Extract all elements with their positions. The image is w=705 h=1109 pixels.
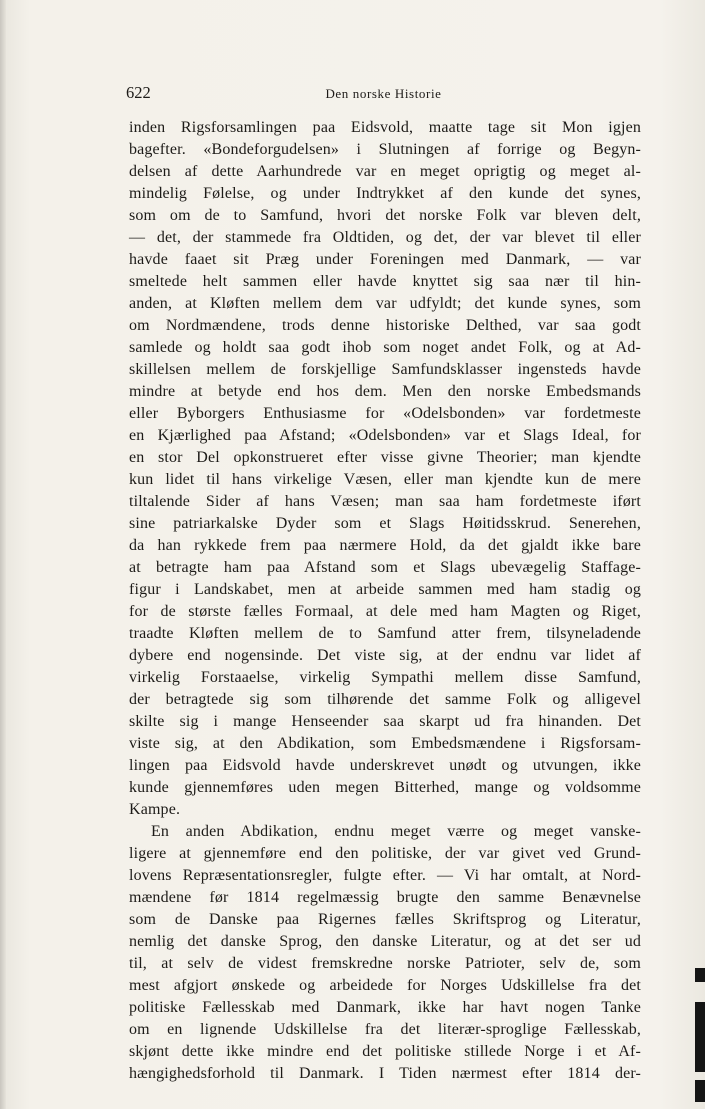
paragraph-last-line: Kampe. — [129, 801, 181, 818]
text-line: mindelig Følelse, og under Indtrykket af den kunde det synes, — [129, 185, 641, 202]
text-line: politiske Fællesskab med Danmark, ikke har havt nogen Tanke — [129, 999, 641, 1016]
text-line: sine patriarkalske Dyder som et Slags Høitidsskrud. Senerehen, — [129, 515, 641, 532]
text-line: som om de to Samfund, hvori det norske Folk var bleven delt, — [129, 207, 641, 224]
text-line: smeltede helt sammen eller havde knyttet sig saa nær til hin- — [129, 273, 641, 290]
text-line: skjønt dette ikke mindre end det politiske stillede Norge i et Af- — [129, 1043, 641, 1060]
text-line: ligere at gjennemføre end den politiske, der var givet ved Grund- — [129, 845, 641, 862]
text-line: som de Danske paa Rigernes fælles Skriftsprog og Literatur, — [129, 911, 641, 928]
text-line: skilte sig i mange Henseender saa skarpt ud fra hinanden. Det — [129, 713, 641, 730]
text-line: for de største fælles Formaal, at dele med ham Magten og Riget, — [129, 603, 641, 620]
text-line: at betragte ham paa Afstand som et Slags ubevægelig Staffage- — [129, 559, 641, 576]
text-line: figur i Landskabet, men at arbeide sammen med ham stadig og — [129, 581, 641, 598]
text-line: inden Rigsforsamlingen paa Eidsvold, maatte tage sit Mon igjen — [129, 119, 641, 136]
text-line: samlede og holdt saa godt ihob som noget andet Folk, og at Ad- — [129, 339, 641, 356]
page-number: 622 — [126, 83, 151, 102]
text-line: om Nordmændene, trods denne historiske Delthed, var saa godt — [129, 317, 641, 334]
text-line: kunde gjennemføres uden megen Bitterhed, mange og voldsomme — [129, 779, 641, 796]
text-line: hængighedsforhold til Danmark. I Tiden nærmest efter 1814 der- — [129, 1065, 641, 1082]
text-line: havde faaet sit Præg under Foreningen med Danmark, — var — [129, 251, 641, 268]
text-line: virkelig Forstaaelse, virkelig Sympathi mellem disse Samfund, — [129, 669, 641, 686]
paragraph-first-line: En anden Abdikation, endnu meget værre og meget vanske- — [151, 823, 641, 840]
text-line: anden, at Kløften mellem dem var udfyldt; det kunde synes, som — [129, 295, 641, 312]
text-line: da han rykkede frem paa nærmere Hold, da det gjaldt ikke bare — [129, 537, 641, 554]
text-line: lingen paa Eidsvold havde underskrevet unødt og utvungen, ikke — [129, 757, 641, 774]
text-line: mændene før 1814 regelmæssig brugte den samme Benævnelse — [129, 889, 641, 906]
page-edge-marker — [695, 1080, 705, 1102]
page-binding-edge — [0, 0, 6, 1109]
text-line: en Kjærlighed paa Afstand; «Odelsbonden» var et Slags Ideal, for — [129, 427, 641, 444]
text-line: delsen af dette Aarhundrede var en meget oprigtig og meget al- — [129, 163, 641, 180]
page-header — [126, 83, 641, 105]
text-line: nemlig det danske Sprog, den danske Literatur, og at det ser ud — [129, 933, 641, 950]
page-edge-marker — [695, 1002, 705, 1072]
running-title: Den norske Historie — [325, 86, 442, 101]
page-edge-marker — [695, 968, 705, 982]
text-line: der betragtede sig som tilhørende det samme Folk og alligevel — [129, 691, 641, 708]
text-line: traadte Kløften mellem de to Samfund atter frem, tilsyneladende — [129, 625, 641, 642]
text-line: kun lidet til hans virkelige Væsen, eller man kjendte kun de mere — [129, 471, 641, 488]
text-line: mest afgjort ønskede og arbeidede for Norges Udskillelse fra det — [129, 977, 641, 994]
text-line: — det, der stammede fra Oldtiden, og det, der var blevet til eller — [129, 229, 641, 246]
text-line: tiltalende Sider af hans Væsen; man saa ham fordetmeste iført — [129, 493, 641, 510]
text-line: skillelsen mellem de forskjellige Samfundsklasser ingensteds havde — [129, 361, 641, 378]
text-line: bagefter. «Bondeforgudelsen» i Slutningen af forrige og Begyn- — [129, 141, 641, 158]
text-line: dybere end nogensinde. Det viste sig, at der endnu var lidet af — [129, 647, 641, 664]
body-text — [129, 117, 641, 1085]
text-line: eller Byborgers Enthusiasme for «Odelsbonden» var fordetmeste — [129, 405, 641, 422]
text-line: mindre at betyde end hos dem. Men den norske Embedsmands — [129, 383, 641, 400]
text-line: lovens Repræsentationsregler, fulgte efter. — Vi har omtalt, at Nord- — [129, 867, 641, 884]
text-line: en stor Del opkonstrueret efter visse givne Theorier; man kjendte — [129, 449, 641, 466]
text-line: viste sig, at den Abdikation, som Embedsmændene i Rigsforsam- — [129, 735, 641, 752]
text-line: til, at selv de videst fremskredne norske Patrioter, selv de, som — [129, 955, 641, 972]
text-line: om en lignende Udskillelse fra det literær-sproglige Fællesskab, — [129, 1021, 641, 1038]
